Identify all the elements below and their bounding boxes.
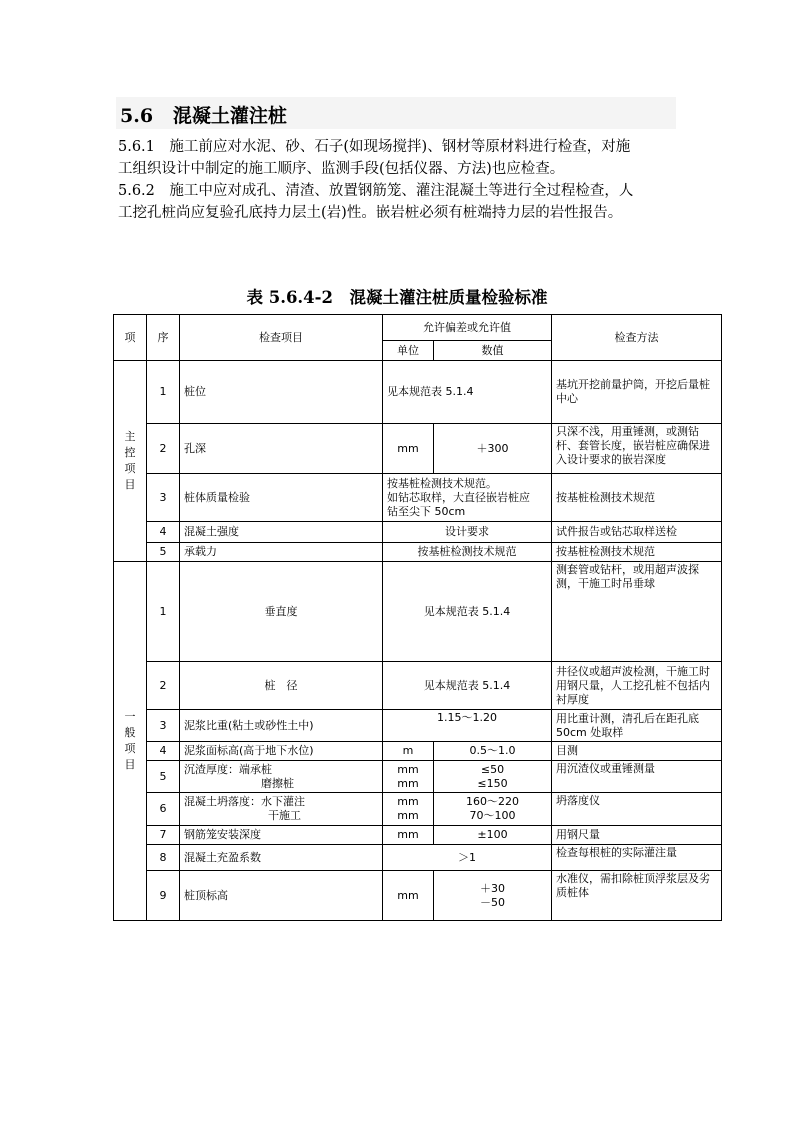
header-check-item: 检查项目 — [180, 315, 383, 361]
table-title: 表 5.6.4-2 混凝土灌注桩质量检验标准 — [246, 288, 548, 307]
table-row: 8 混凝土充盈系数 ＞1 检查每根桩的实际灌注量 — [114, 845, 722, 871]
header-unit: 单位 — [383, 341, 434, 361]
table-row: 2 孔深 mm ＋300 只深不浅，用重锤测，或测钻杆、套管长度，嵌岩桩应确保进入设计要求的嵌岩深度 — [114, 424, 722, 474]
table-row: 主 控 项 目 1 桩位 见本规范表 5.1.4 基坑开挖前量护筒，开挖后量桩中心 — [114, 361, 722, 424]
header-seq: 序 — [147, 315, 180, 361]
section-title: 5.6 混凝土灌注桩 — [120, 105, 287, 127]
table-row: 一 般 项 目 1 垂直度 见本规范表 5.1.4 测套管或钻杆，或用超声波探测，干施工时吊垂球 — [114, 562, 722, 662]
group-general-text: 一 般 项 目 — [124, 710, 136, 771]
group-general-label — [114, 562, 147, 921]
table-row: 3 桩体质量检验 按基桩检测技术规范。 如钻芯取样，大直径嵌岩桩应 钻至尖下 50cm 按基桩检测技术规范 — [114, 474, 722, 522]
table-row: 7 钢筋笼安装深度 mm ±100 用钢尺量 — [114, 826, 722, 845]
group-main-label — [114, 361, 147, 562]
table-row: 3 泥浆比重(粘土或砂性土中) 1.15～1.20 用比重计测，清孔后在距孔底50cm 处取样 — [114, 710, 722, 742]
table-row: 2 桩 径 见本规范表 5.1.4 井径仪或超声波检测，干施工时用钢尺量，人工挖孔桩不包括内衬厚度 — [114, 662, 722, 710]
group-main-text: 主 控 项 目 — [124, 430, 136, 491]
header-allow: 允许偏差或允许值 — [383, 315, 552, 341]
quality-standard-table — [113, 314, 722, 921]
table-row: 9 桩顶标高 mm ＋30 －50 水准仪，需扣除桩顶浮浆层及劣质桩体 — [114, 871, 722, 921]
table-row: 4 混凝土强度 设计要求 试件报告或钻芯取样送检 — [114, 522, 722, 543]
table-row: 6 混凝土坍落度：水下灌注 干施工 mm mm 160～220 70～100 坍落度仪 — [114, 793, 722, 826]
header-item: 项 — [114, 315, 147, 361]
header-value: 数值 — [434, 341, 552, 361]
table-row: 5 沉渣厚度：端承桩 磨擦桩 mm mm ≤50 ≤150 用沉渣仪或重锤测量 — [114, 761, 722, 793]
section-heading — [116, 97, 676, 129]
header-method: 检查方法 — [552, 315, 722, 361]
table-row: 4 泥浆面标高(高于地下水位) m 0.5～1.0 目测 — [114, 742, 722, 761]
paragraph-5-6-2: 5.6.2 施工中应对成孔、清渣、放置钢筋笼、灌注混凝土等进行全过程检查，人 工挖孔桩尚应复验孔底持力层土(岩)性。嵌岩桩必须有桩端持力层的岩性报告。 — [118, 183, 634, 221]
paragraph-5-6-1: 5.6.1 施工前应对水泥、砂、石子(如现场搅拌)、钢材等原材料进行检查，对施 工组织设计中制定的施工顺序、监测手段(包括仪器、方法)也应检查。 — [118, 139, 631, 177]
table-row: 5 承载力 按基桩检测技术规范 按基桩检测技术规范 — [114, 543, 722, 562]
